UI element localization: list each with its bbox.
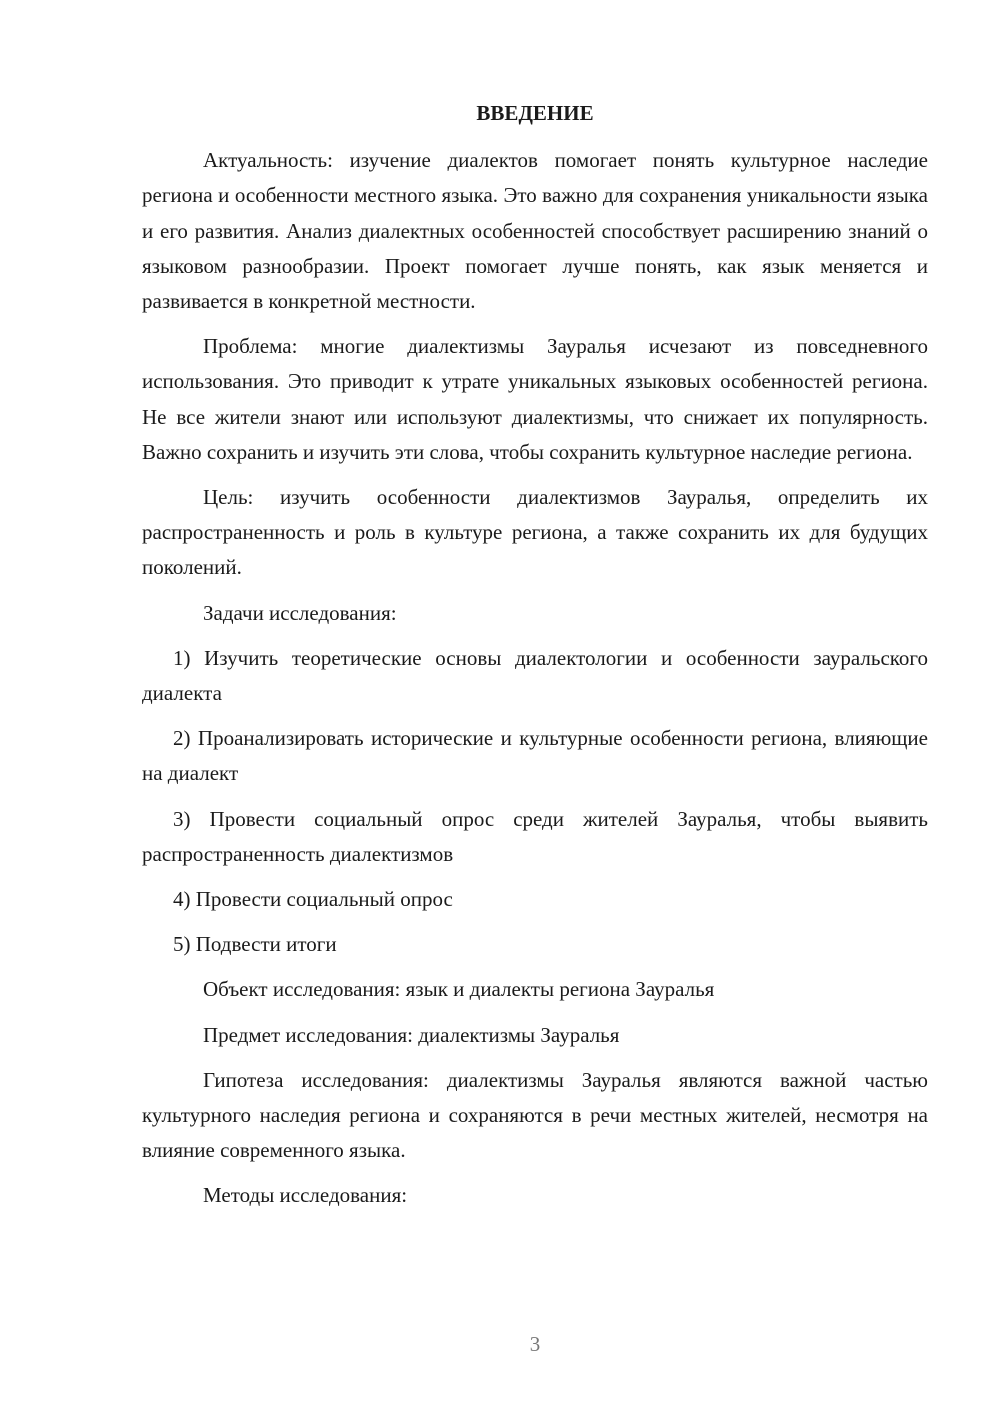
goal-paragraph: Цель: изучить особенности диалектизмов Зауралья, определить их распространенность и роль в культуре региона, а также сохранить их для будущих поколений.	[142, 485, 928, 580]
relevance-paragraph: Актуальность: изучение диалектов помогает понять культурное наследие региона и особенности местного языка. Это важно для сохранения уникальности языка и его развития. Анализ диалектных особенностей способствует расширению знаний о языковом разнообразии. Проект помогает лучше понять, как язык меняется и развивается в конкретной местности.	[142, 148, 928, 314]
task-item-2: 2) Проанализировать исторические и культурные особенности региона, влияющие на диалект	[142, 726, 928, 786]
task-item-3: 3) Провести социальный опрос среди жителей Зауралья, чтобы выявить распространенность диалектизмов	[142, 806, 928, 866]
task-item-1: 1) Изучить теоретические основы диалектологии и особенности зауральского диалекта	[142, 645, 928, 706]
research-subject: Предмет исследования: диалектизмы Зауралья	[203, 1022, 620, 1047]
methods-heading: Методы исследования:	[203, 1183, 408, 1208]
page-title: ВВЕДЕНИЕ	[476, 101, 594, 125]
document-page	[142, 96, 928, 1224]
task-item-4: 4) Провести социальный опрос	[173, 887, 453, 912]
page-number: 3	[529, 1332, 541, 1356]
hypothesis-paragraph: Гипотеза исследования: диалектизмы Зауралья являются важной частью культурного наследия региона и сохраняются в речи местных жителей, несмотря на влияние современного языка.	[142, 1067, 928, 1163]
problem-paragraph: Проблема: многие диалектизмы Зауралья исчезают из повседневного использования. Это приводит к утрате уникальных языковых особенностей региона. Не все жители знают или используют диалектизмы, что снижает их популярность. Важно сохранить и изучить эти слова, чтобы сохранить культурное наследие региона.	[142, 334, 928, 464]
task-item-5: 5) Подвести итоги	[173, 932, 337, 957]
research-object: Объект исследования: язык и диалекты региона Зауралья	[203, 977, 715, 1002]
tasks-heading: Задачи исследования:	[203, 600, 397, 625]
